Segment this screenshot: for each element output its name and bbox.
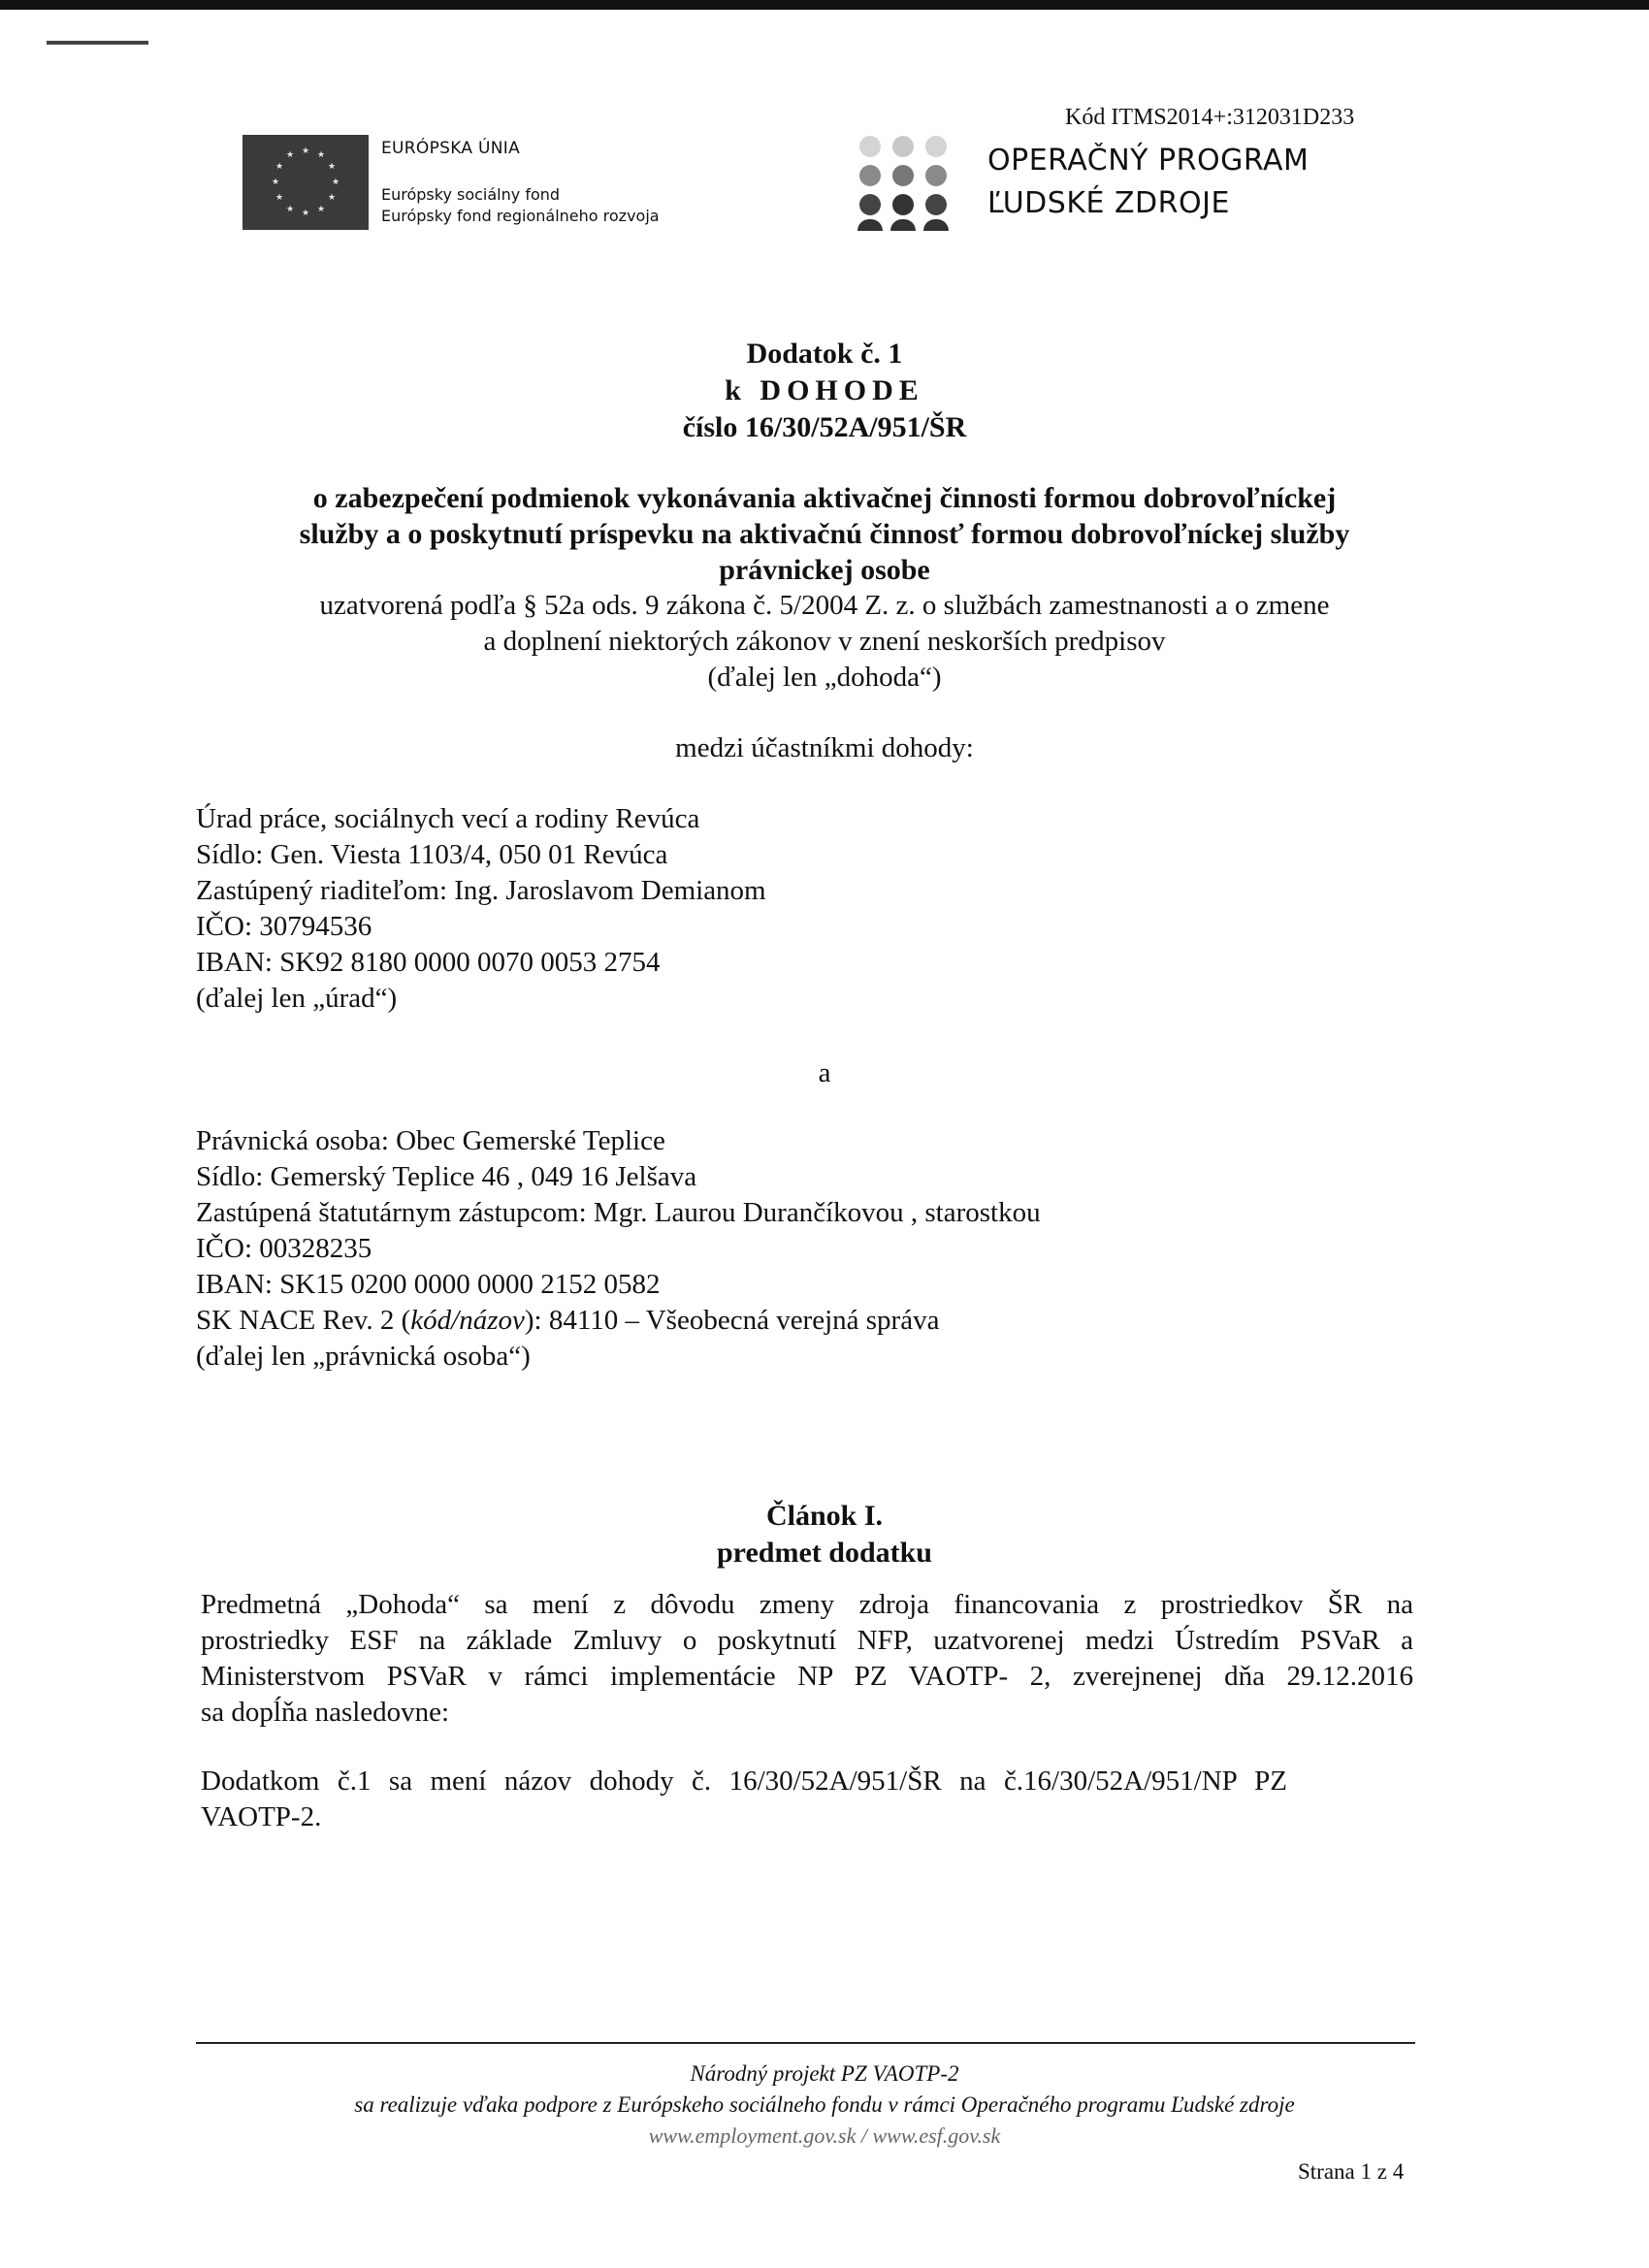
subject-line3: právnickej osobe [719, 554, 930, 586]
party2-seat: Sídlo: Gemerský Teplice 46 , 049 16 Jelšava [196, 1161, 697, 1192]
article-paragraph-1 [201, 1587, 1413, 1731]
article-paragraph-2 [201, 1764, 1413, 1835]
parties-intro: medzi účastníkmi dohody: [675, 732, 974, 763]
party2-name: Právnická osoba: Obec Gemerské Teplice [196, 1125, 665, 1156]
law-basis-line2: a doplnení niektorých zákonov v znení neskorších predpisov [483, 626, 1166, 657]
article-subtitle: predmet dodatku [717, 1537, 932, 1569]
eu-logo-block [242, 131, 689, 238]
party2-nace [196, 1305, 939, 1337]
para1-line3: Ministerstvom PSVaR v rámci implementácie NP PZ VAOTP- 2, zverejnenej dňa 29.12.2016 [201, 1661, 1413, 1692]
para1-line2: prostriedky ESF na základe Zmluvy o poskytnutí NFP, uzatvorenej medzi Ústredím PSVaR a [201, 1625, 1413, 1656]
party1-ico: IČO: 30794536 [196, 911, 372, 942]
op-logo-icon [856, 134, 953, 231]
party2-nace-suffix: ): 84110 – Všeobecná verejná správa [524, 1305, 940, 1336]
party2-nace-italic: kód/názov [410, 1305, 525, 1336]
document-title: Dodatok č. 1 [746, 338, 903, 370]
para2-line2: VAOTP-2. [201, 1801, 322, 1832]
party1-seat: Sídlo: Gen. Viesta 1103/4, 050 01 Revúca [196, 839, 668, 870]
footer-project: Národný projekt PZ VAOTP-2 [690, 2061, 959, 2086]
party1-alias: (ďalej len „úrad“) [196, 983, 398, 1014]
eu-fund-social: Európsky sociálny fond [381, 185, 561, 204]
subject-line2: služby a o poskytnutí príspevku na aktivačnú činnosť formou dobrovoľníckej služby [299, 518, 1350, 550]
party2-representative: Zastúpená štatutárnym zástupcom: Mgr. Laurou Durančíkovou , starostkou [196, 1197, 1041, 1228]
scan-top-border [0, 0, 1649, 10]
footer-support: sa realizuje vďaka podpore z Európskeho sociálneho fondu v rámci Operačného programu Ľudské zdroje [354, 2092, 1295, 2117]
eu-fund-regional: Európsky fond regionálneho rozvoja [381, 207, 660, 225]
program-title-line1: OPERAČNÝ PROGRAM [987, 144, 1310, 178]
itms-code: Kód ITMS2014+:312031D233 [1065, 105, 1355, 130]
program-title-line2: ĽUDSKÉ ZDROJE [987, 186, 1230, 220]
party2-iban: IBAN: SK15 0200 0000 0000 2152 0582 [196, 1269, 661, 1300]
document-title-agreement: k DOHODE [725, 374, 924, 406]
party2-alias: (ďalej len „právnická osoba“) [196, 1341, 531, 1372]
para1-line1: Predmetná „Dohoda“ sa mení z dôvodu zmeny zdroja financovania z prostriedkov ŠR na [201, 1589, 1413, 1620]
law-basis-alias: (ďalej len „dohoda“) [707, 662, 942, 693]
subject-line1: o zabezpečení podmienok vykonávania aktivačnej činnosti formou dobrovoľníckej [312, 482, 1337, 514]
eu-title: EURÓPSKA ÚNIA [381, 139, 521, 158]
page-number: Strana 1 z 4 [1298, 2159, 1405, 2184]
article-title: Článok I. [765, 1500, 884, 1532]
para1-line4: sa dopĺňa nasledovne: [201, 1697, 450, 1728]
agreement-number: číslo 16/30/52A/951/ŠR [682, 411, 967, 443]
parties-conjunction: a [818, 1057, 831, 1088]
eu-flag-icon: ★ ★ ★ ★ ★ ★ ★ ★ ★ ★ ★ ★ [242, 135, 369, 230]
footer-websites: www.employment.gov.sk / www.esf.gov.sk [648, 2123, 1001, 2148]
footer-divider [196, 2042, 1415, 2044]
party1-name: Úrad práce, sociálnych vecí a rodiny Revúca [196, 803, 700, 834]
party1-representative: Zastúpený riaditeľom: Ing. Jaroslavom Demianom [196, 875, 766, 906]
party1-iban: IBAN: SK92 8180 0000 0070 0053 2754 [196, 947, 661, 978]
para2-line1: Dodatkom č.1 sa mení názov dohody č. 16/30/52A/951/ŠR na č.16/30/52A/951/NP PZ [201, 1766, 1287, 1797]
party2-ico: IČO: 00328235 [196, 1233, 372, 1264]
party2-nace-prefix: SK NACE Rev. 2 ( [196, 1305, 411, 1336]
scan-mark [47, 41, 148, 45]
law-basis-line1: uzatvorená podľa § 52a ods. 9 zákona č. 5/2004 Z. z. o službách zamestnanosti a o zmene [319, 590, 1330, 621]
